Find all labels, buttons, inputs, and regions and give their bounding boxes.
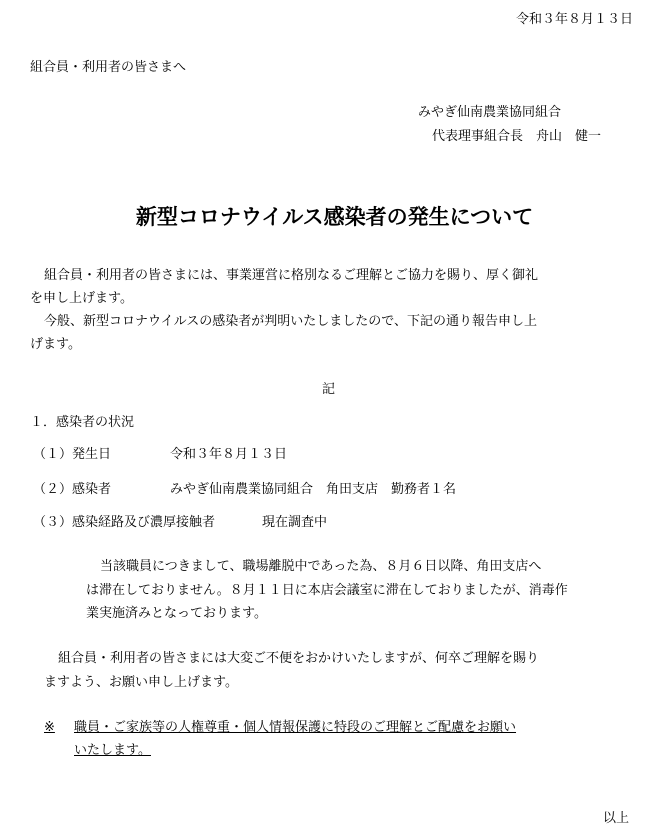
document-date: 令和３年８月１３日 [515,12,633,27]
item-value: みやぎ仙南農業協同組合 角田支店 勤務者１名 [170,482,457,497]
item-label: （２）感染者 [33,482,112,497]
note-line: いたします。 [74,743,151,758]
apology-line: 組合員・利用者の皆さまには大変ご不便をおかけいたしますが、何卒ご理解を賜り [58,651,540,666]
item-label: （１）発生日 [33,447,112,462]
page-title: 新型コロナウイルス感染者の発生について [135,205,534,229]
sender-organization: みやぎ仙南農業協同組合 [418,105,562,120]
sender-name: 代表理事組合長 舟山 健一 [432,129,602,144]
intro-line: を申し上げます。 [30,291,133,306]
intro-line: 組合員・利用者の皆さまには、事業運営に格別なるご理解とご協力を賜り、厚く御礼 [44,268,539,283]
intro-line: 今般、新型コロナウイルスの感染者が判明いたしましたので、下記の通り報告申し上 [44,314,537,329]
recipient-line: 組合員・利用者の皆さまへ [30,60,187,75]
item-value: 令和３年８月１３日 [170,447,288,462]
apology-line: ますよう、お願い申し上げます。 [44,675,238,690]
note-mark: ※ [44,720,55,735]
detail-line: 当該職員につきまして、職場離脱中であった為、８月６日以降、角田支店へ [100,559,542,574]
section-heading: １．感染者の状況 [30,415,135,430]
detail-line: 業実施済みとなっております。 [86,606,267,621]
detail-line: は滞在しておりません。８月１１日に本店会議室に滞在しておりましたが、消毒作 [86,583,568,598]
note-line: 職員・ご家族等の人権尊重・個人情報保護に特段のご理解とご配慮をお願い [74,720,517,735]
ki-marker: 記 [322,382,336,397]
item-value: 現在調査中 [262,515,328,530]
closing-mark: 以上 [602,811,629,826]
item-label: （３）感染経路及び濃厚接触者 [33,515,216,530]
intro-line: げます。 [30,337,81,352]
